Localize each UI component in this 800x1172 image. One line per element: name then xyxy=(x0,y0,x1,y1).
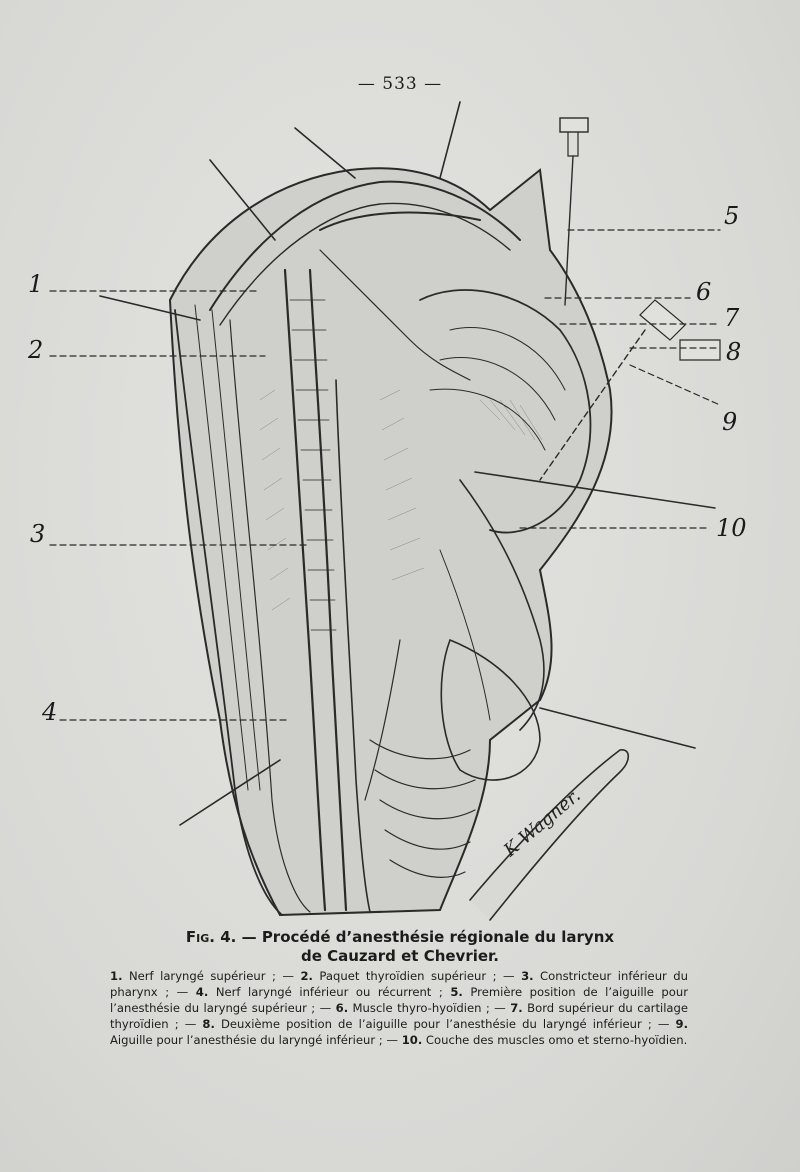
legend-num: 8. xyxy=(202,1017,215,1031)
legend-text: Paquet thyroïdien supérieur ; — xyxy=(319,969,515,983)
callout-5: 5 xyxy=(724,202,740,230)
legend-text: Couche des muscles omo et sterno-hyoïdien. xyxy=(425,1033,688,1047)
figure-legend xyxy=(110,968,688,1048)
callout-6: 6 xyxy=(696,278,712,306)
legend-num: 1. xyxy=(110,969,123,983)
callout-10: 10 xyxy=(716,514,747,542)
legend-text: Aiguille pour l’anesthésie du laryngé inférieur ; — xyxy=(110,1033,398,1047)
legend-text: Nerf laryngé inférieur ou récurrent ; xyxy=(215,985,443,999)
callout-8: 8 xyxy=(726,338,742,366)
legend-num: 5. xyxy=(450,985,463,999)
callout-4: 4 xyxy=(42,698,58,726)
legend-text: Muscle thyro-hyoïdien ; — xyxy=(352,1001,506,1015)
larynx-engraving xyxy=(20,100,780,930)
anatomical-illustration xyxy=(20,100,780,930)
callout-7: 7 xyxy=(724,304,740,332)
legend-text: Première position de l’aiguille pour l’anesthésie du laryngé supérieur ; — xyxy=(110,985,688,1015)
legend-num: 2. xyxy=(300,969,313,983)
artist-signature: K Wagner. xyxy=(500,785,585,862)
figure-title-line2: de Cauzard et Chevrier. xyxy=(300,947,500,965)
legend-num: 3. xyxy=(521,969,534,983)
callout-3: 3 xyxy=(30,520,46,548)
figure-title-line1: — Procédé d’anesthésie régionale du larynx xyxy=(241,928,615,946)
legend-num: 6. xyxy=(335,1001,349,1015)
callout-2: 2 xyxy=(28,336,44,364)
legend-text: Nerf laryngé supérieur ; — xyxy=(128,969,294,983)
callout-1: 1 xyxy=(28,270,44,298)
legend-text: Deuxième position de l’aiguille pour l’anesthésie du laryngé inférieur ; — xyxy=(220,1017,670,1031)
page-number: — 533 — xyxy=(357,74,443,94)
legend-num: 10. xyxy=(401,1033,423,1047)
legend-text: Constricteur inférieur du pharynx ; — xyxy=(110,969,688,999)
legend-num: 4. xyxy=(195,985,209,999)
legend-num: 9. xyxy=(675,1017,688,1031)
figure-caption-title xyxy=(0,928,800,966)
legend-num: 7. xyxy=(510,1001,523,1015)
figure-label: Fig. 4. xyxy=(185,928,237,946)
callout-9: 9 xyxy=(722,408,738,436)
legend-text: Bord supérieur du cartilage thyroïdien ; — xyxy=(110,1001,689,1031)
